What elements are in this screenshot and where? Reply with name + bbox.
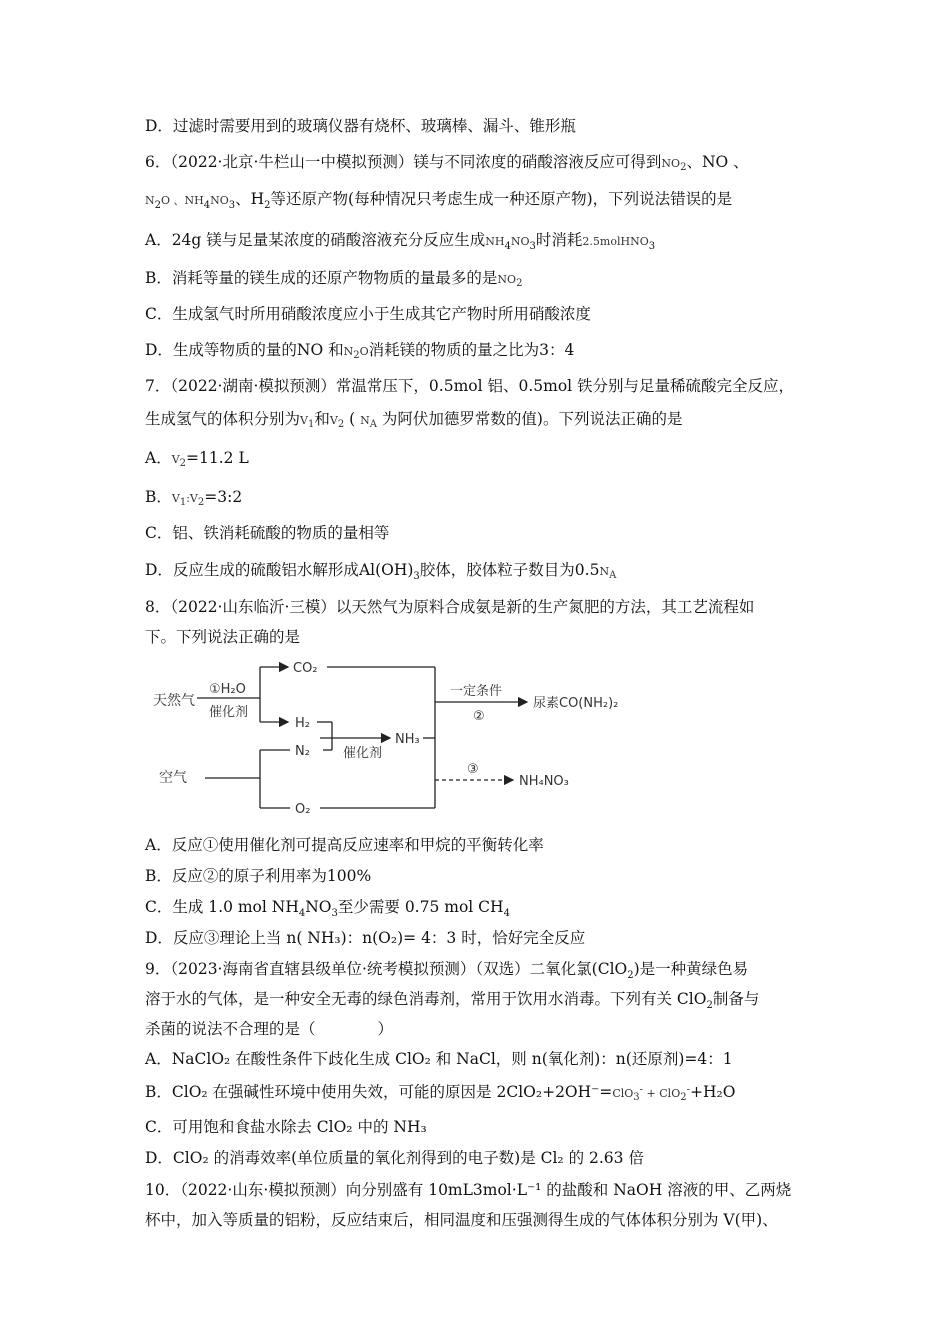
q6-option-c: C．生成氢气时所用硝酸浓度应小于生成其它产物时所用硝酸浓度: [145, 305, 591, 323]
q9-stem-line1: 9．（2023·海南省直辖县级单位·统考模拟预测）（双选）二氧化氯(ClO$_2$)是一种黄绿色易: [145, 960, 749, 982]
q9-option-b: B．ClO₂ 在强碱性环境中使用失效，可能的原因是 2ClO₂+2OH⁻=ClO$_3$- + ClO$_2$-+H₂O: [145, 1083, 736, 1104]
q9-option-d: D．ClO₂ 的消毒效率(单位质量的氧化剂得到的电子数)是 Cl₂ 的 2.63 倍: [145, 1149, 644, 1167]
q8-stem-line2: 下。下列说法正确的是: [145, 628, 301, 646]
diagram-h2: H₂: [295, 716, 310, 731]
q6-option-b: B．消耗等量的镁生成的还原产物物质的量最多的是$NO_2$: [145, 269, 523, 290]
process-flow-diagram: [145, 650, 665, 825]
diagram-natural-gas: 天然气: [153, 693, 195, 709]
diagram-urea: 尿素CO(NH₂)₂: [533, 696, 619, 711]
diagram-condition: 一定条件: [450, 684, 503, 699]
q9-stem-line3: 杀菌的说法不合理的是（ ）: [145, 1020, 394, 1038]
q6-stem-line1: 6．（2022·北京·牛栏山一中模拟预测）镁与不同浓度的硝酸溶液反应可得到$NO_2$、NO 、: [145, 153, 749, 174]
q10-stem-line2: 杯中，加入等质量的铝粉，反应结束后，相同温度和压强测得生成的气体体积分别为 V(甲)、: [145, 1211, 778, 1229]
diagram-o2: O₂: [295, 802, 311, 817]
diagram-co2: CO₂: [293, 661, 318, 676]
q8-option-a: A．反应①使用催化剂可提高反应速率和甲烷的平衡转化率: [145, 836, 544, 854]
q7-stem-line1: 7．（2022·湖南·模拟预测）常温常压下，0.5mol 铝、0.5mol 铁分别与足量稀硫酸完全反应，: [145, 377, 795, 395]
diagram-n2: N₂: [295, 744, 310, 759]
q7-option-a: A．$V_2=11.2$ L: [145, 449, 249, 470]
diagram-nh3: NH₃: [395, 732, 420, 747]
diagram-nh4no3: NH₄NO₃: [519, 774, 569, 789]
diagram-step2: ②: [473, 709, 485, 724]
q6-option-a: A．24g 镁与足量某浓度的硝酸溶液充分反应生成$NH_4NO_3$时消耗2.5molHNO$_3$: [145, 231, 656, 253]
diagram-air: 空气: [159, 770, 187, 786]
q8-option-d: D．反应③理论上当 n( NH₃)：n(O₂)= 4：3 时，恰好完全反应: [145, 929, 586, 947]
diagram-step3: ③: [467, 762, 479, 777]
q9-option-c: C．可用饱和食盐水除去 ClO₂ 中的 NH₃: [145, 1118, 427, 1136]
q8-stem-line1: 8．（2022·山东临沂·三模）以天然气为原料合成氨是新的生产氮肥的方法，其工艺流程如: [145, 598, 755, 616]
q5-option-d: D．过滤时需要用到的玻璃仪器有烧杯、玻璃棒、漏斗、锥形瓶: [145, 117, 576, 135]
q6-option-d: D．生成等物质的量的NO 和$N_2O$消耗镁的物质的量之比为3：4: [145, 341, 575, 362]
q7-option-c: C．铝、铁消耗硫酸的物质的量相等: [145, 524, 390, 542]
diagram-catalyst2: 催化剂: [343, 746, 383, 761]
q7-option-b: B．$V_1:V_2=3:2$: [145, 488, 243, 509]
q7-stem-line2: 生成氢气的体积分别为$V_1$和$V_2$ ( $N_A$ 为阿伏加德罗常数的值)。下列说法正确的是: [145, 410, 683, 431]
diagram-catalyst1: 催化剂: [209, 705, 249, 720]
q9-stem-line2: 溶于水的气体，是一种安全无毒的绿色消毒剂，常用于饮用水消毒。下列有关 ClO$_2$制备与: [145, 990, 760, 1012]
q10-stem-line1: 10．（2022·山东·模拟预测）向分别盛有 10mL3mol·L⁻¹ 的盐酸和 NaOH 溶液的甲、乙两烧: [145, 1181, 792, 1199]
q9-option-a: A．NaClO₂ 在酸性条件下歧化生成 ClO₂ 和 NaCl，则 n(氧化剂)：n(还原剂)=4：1: [145, 1050, 733, 1068]
q8-option-c: C．生成 1.0 mol $NH_4NO_3$至少需要 0.75 mol $CH_4$: [145, 898, 510, 920]
q6-stem-line2: $N_2O$ 、$NH_4NO_3$、$H_2$等还原产物(每种情况只考虑生成一种还原产物)，下列说法错误的是: [145, 190, 733, 212]
diagram-step1: ①H₂O: [209, 682, 246, 697]
q8-option-b: B．反应②的原子利用率为100%: [145, 867, 372, 885]
q7-option-d: D．反应生成的硫酸铝水解形成$Al(OH)_3$胶体，胶体粒子数目为$0.5N_A$: [145, 561, 617, 583]
